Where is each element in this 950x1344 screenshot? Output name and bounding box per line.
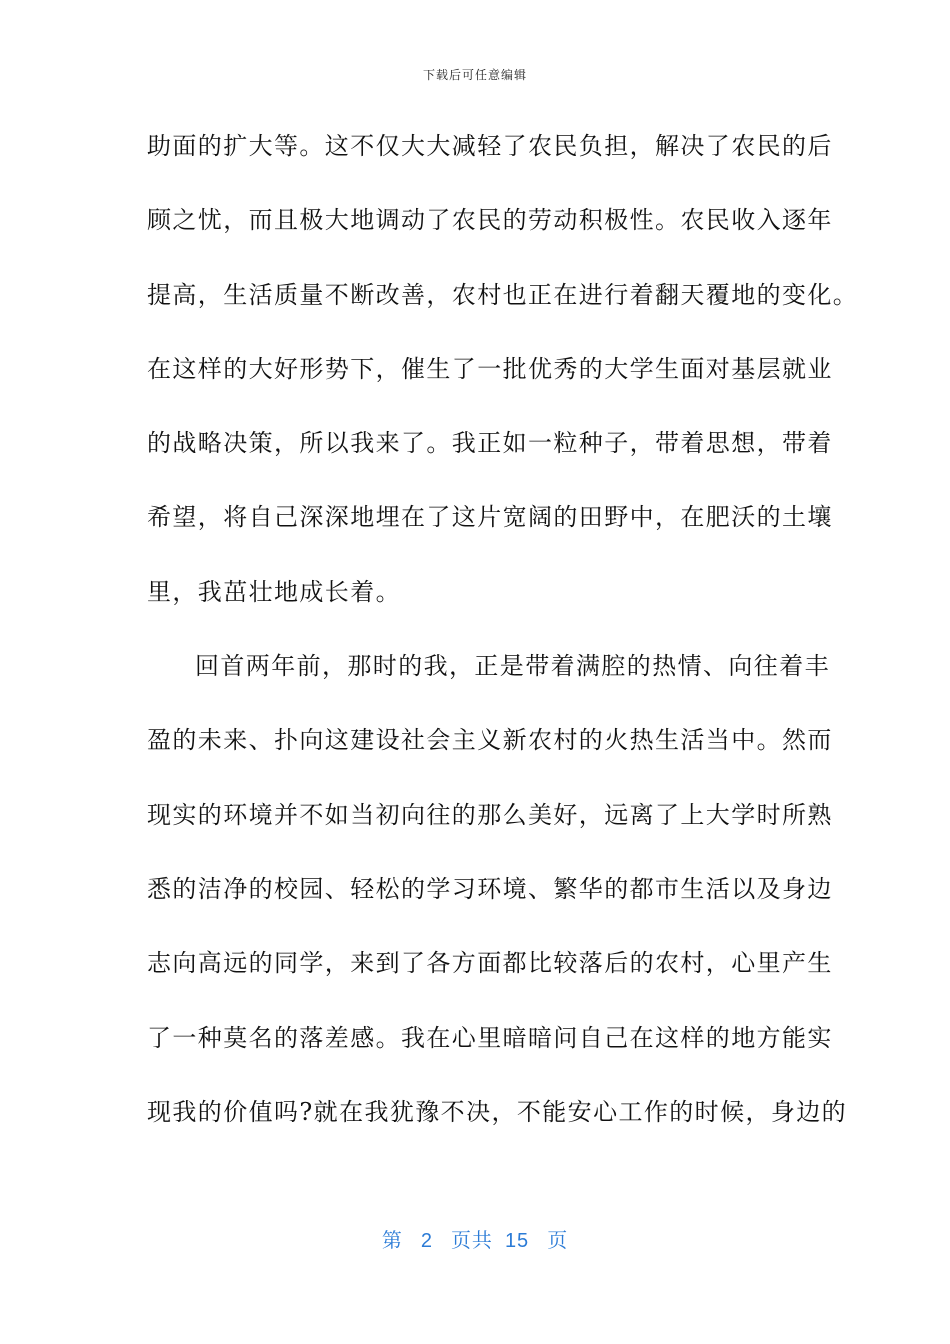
text-line: 现我的价值吗?就在我犹豫不决，不能安心工作的时候，身边的: [147, 1097, 848, 1126]
text-line: 现实的环境并不如当初向往的那么美好，远离了上大学时所熟: [147, 800, 833, 829]
footer-suffix: 页: [547, 1230, 569, 1252]
current-page-number: 2: [420, 1230, 433, 1252]
text-line: 助面的扩大等。这不仅大大减轻了农民负担，解决了农民的后: [147, 132, 833, 160]
text-line: 在这样的大好形势下，催生了一批优秀的大学生面对基层就业: [147, 354, 833, 383]
footer-prefix: 第: [381, 1230, 403, 1252]
text-line: 的战略决策，所以我来了。我正如一粒种子，带着思想，带着: [147, 429, 833, 458]
document-body: [147, 126, 859, 1166]
text-line: 了一种莫名的落差感。我在心里暗暗问自己在这样的地方能实: [147, 1023, 833, 1052]
text-line: 回首两年前，那时的我，正是带着满腔的热情、向往着丰: [195, 652, 830, 681]
text-line: 希望，将自己深深地埋在了这片宽阔的田野中，在肥沃的土壤: [147, 503, 833, 532]
text-line: 里，我茁壮地成长着。: [147, 577, 401, 606]
text-line: 提高，生活质量不断改善，农村也正在进行着翻天覆地的变化。: [147, 280, 859, 309]
page-footer: [0, 1224, 950, 1253]
text-line: 悉的洁净的校园、轻松的学习环境、繁华的都市生活以及身边: [147, 874, 833, 903]
total-pages-number: 15: [504, 1230, 530, 1252]
text-line: 盈的未来、扑向这建设社会主义新农村的火热生活当中。然而: [147, 726, 833, 755]
text-line: 志向高远的同学，来到了各方面都比较落后的农村，心里产生: [147, 949, 833, 978]
header-note: 下载后可任意编辑: [422, 68, 527, 82]
footer-middle: 页共: [450, 1230, 493, 1252]
text-line: 顾之忧，而且极大地调动了农民的劳动积极性。农民收入逐年: [147, 206, 833, 235]
